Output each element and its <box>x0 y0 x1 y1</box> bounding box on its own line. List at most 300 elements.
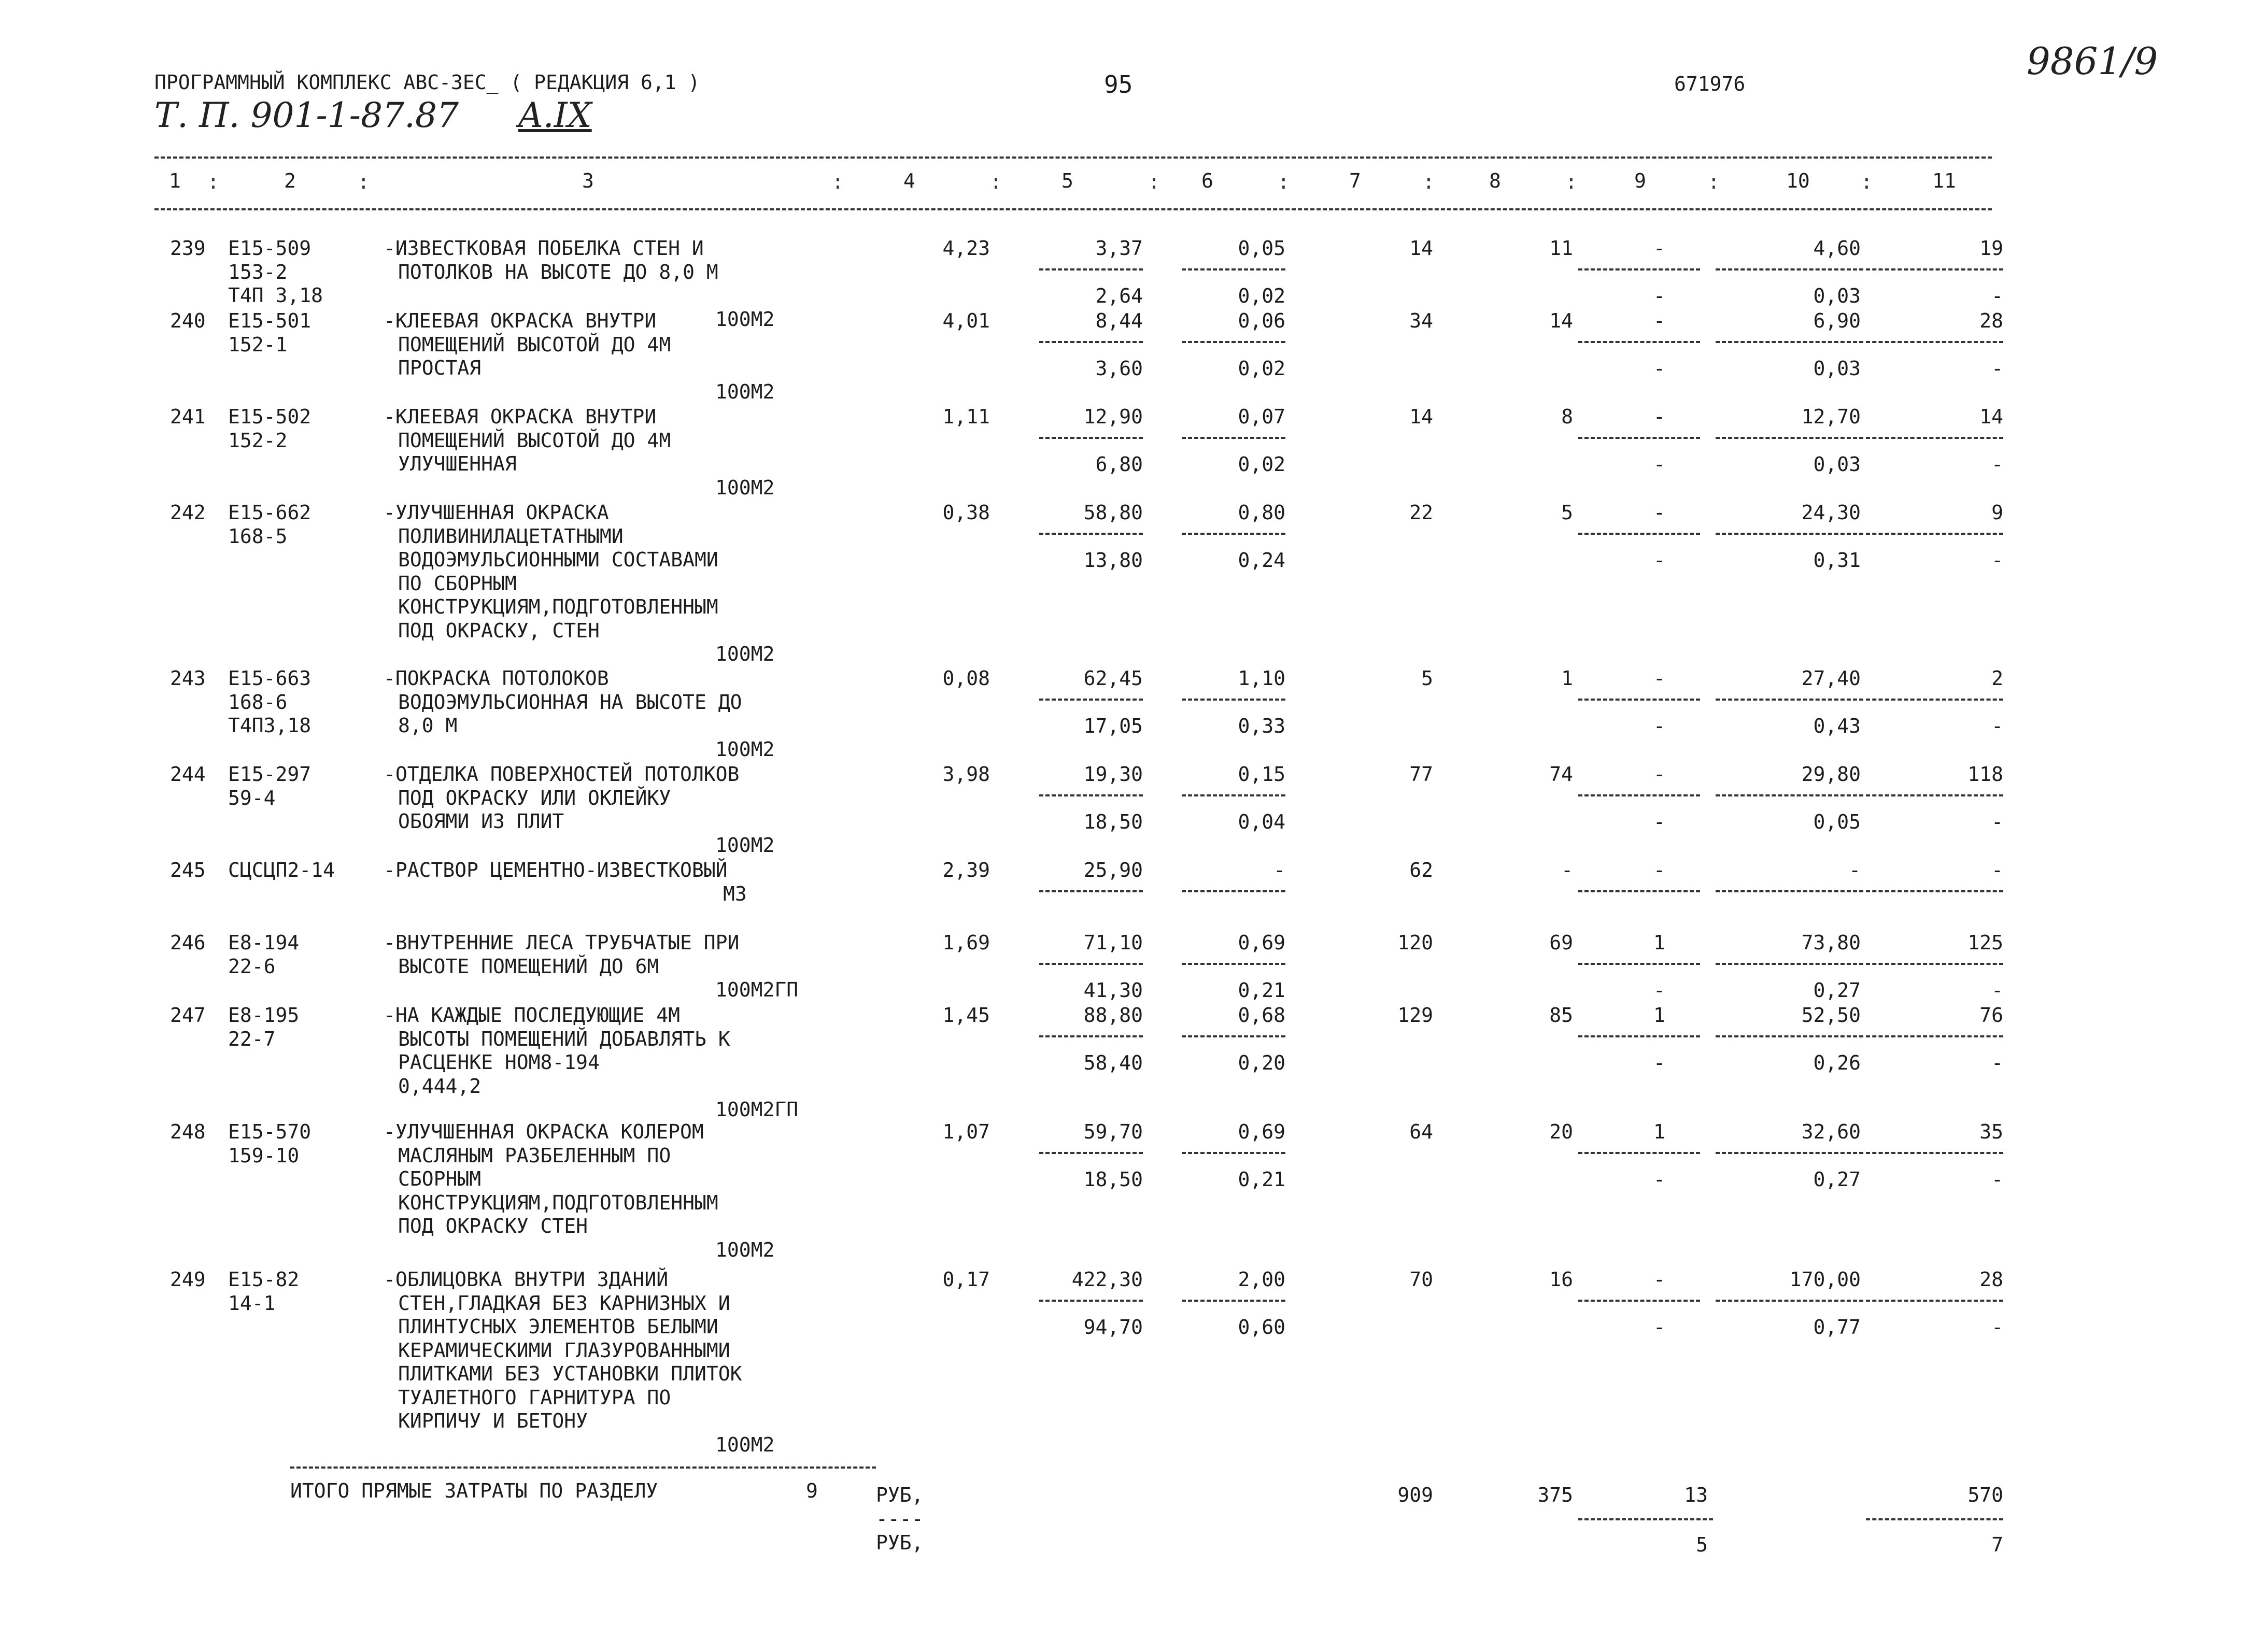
fraction-divider <box>1182 533 1285 535</box>
rate-code: 159-10 <box>228 1144 300 1167</box>
unit-of-measure: 100М2 <box>715 307 775 331</box>
fraction-divider <box>1182 437 1285 439</box>
unit-cost-total: 58,80 <box>1083 501 1143 524</box>
fraction-divider <box>1039 1300 1143 1302</box>
fraction-divider <box>1716 699 1863 701</box>
work-description: СБОРНЫМ <box>398 1167 482 1190</box>
labor-total: 9 <box>1991 501 2003 524</box>
unit-of-measure: 100М2 <box>715 1433 775 1456</box>
unit-cost-machines: 0,69 <box>1238 1120 1285 1143</box>
work-description: ПОТОЛКОВ НА ВЫСОТЕ ДО 8,0 М <box>398 260 718 283</box>
fraction-divider <box>1866 437 2003 439</box>
totals-fraction-divider <box>1866 1518 2003 1520</box>
unit-cost-machine-wages: 0,60 <box>1238 1316 1285 1338</box>
totals-labor: 570 <box>1967 1484 2003 1506</box>
fraction-divider <box>1866 1300 2003 1302</box>
wages-total: 1 <box>1561 667 1573 690</box>
fraction-divider <box>1182 268 1285 270</box>
fraction-divider <box>1039 1035 1143 1037</box>
labor-workers: 32,60 <box>1801 1120 1861 1143</box>
rate-code: Т4П 3,18 <box>228 284 323 307</box>
totals-wages: 375 <box>1537 1484 1573 1506</box>
labor-total-machinists: - <box>1991 1316 2003 1338</box>
labor-workers: 4,60 <box>1813 237 1861 260</box>
fraction-divider <box>1182 1035 1285 1037</box>
unit-of-measure: 100М2 <box>715 643 775 665</box>
work-description: 0,444,2 <box>398 1074 482 1098</box>
unit-cost-total: 71,10 <box>1083 931 1143 954</box>
labor-machinists: 0,31 <box>1813 549 1861 572</box>
labor-workers: 27,40 <box>1801 667 1861 690</box>
unit-cost-machines: 1,10 <box>1238 667 1285 690</box>
machines-cost-wages: - <box>1653 715 1665 737</box>
unit-cost-total: 62,45 <box>1083 667 1143 690</box>
column-separator: : <box>207 170 219 193</box>
unit-cost-wages: 13,80 <box>1083 549 1143 572</box>
work-description: -УЛУЧШЕННАЯ ОКРАСКА КОЛЕРОМ <box>384 1120 704 1143</box>
rate-code: Е8-194 <box>228 931 300 954</box>
project-reference: Т. П. 901-1-87.87 <box>154 95 459 135</box>
column-header-3: 3 <box>582 169 594 192</box>
work-description: -ОТДЕЛКА ПОВЕРХНОСТЕЙ ПОТОЛКОВ <box>384 763 740 786</box>
rate-code: Т4П3,18 <box>228 714 312 737</box>
unit-cost-machines: 0,06 <box>1238 309 1285 332</box>
total-cost: 120 <box>1397 931 1433 954</box>
column-header-11: 11 <box>1932 169 1956 192</box>
fraction-divider <box>1182 1300 1285 1302</box>
header-rule-bottom <box>154 208 1992 210</box>
machines-cost: - <box>1653 763 1665 786</box>
labor-total-machinists: - <box>1991 1168 2003 1191</box>
row-number: 249 <box>170 1268 206 1291</box>
quantity-value: 4,23 <box>942 237 990 260</box>
fraction-divider <box>1182 963 1285 965</box>
unit-cost-total: 59,70 <box>1083 1120 1143 1143</box>
fraction-divider <box>1716 533 1863 535</box>
labor-workers: - <box>1849 859 1861 881</box>
fraction-divider <box>1866 341 2003 343</box>
labor-workers: 24,30 <box>1801 501 1861 524</box>
work-description: ПОД ОКРАСКУ, СТЕН <box>398 619 600 642</box>
quantity-value: 1,69 <box>942 931 990 954</box>
fraction-divider <box>1578 699 1700 701</box>
rate-code: Е15-502 <box>228 405 312 428</box>
unit-cost-wages: 41,30 <box>1083 979 1143 1002</box>
quantity-value: 0,38 <box>942 501 990 524</box>
total-cost: 70 <box>1409 1268 1433 1291</box>
column-header-4: 4 <box>903 169 915 192</box>
unit-cost-wages: 58,40 <box>1083 1051 1143 1074</box>
unit-cost-machines: 2,00 <box>1238 1268 1285 1291</box>
work-description: КЕРАМИЧЕСКИМИ ГЛАЗУРОВАННЫМИ <box>398 1338 730 1362</box>
work-description: МАСЛЯНЫМ РАЗБЕЛЕННЫМ ПО <box>398 1144 671 1167</box>
unit-cost-machine-wages: 0,02 <box>1238 453 1285 476</box>
rate-code: СЦСЦП2-14 <box>228 859 335 881</box>
corner-handwritten-note: 9861/9 <box>2027 39 2158 83</box>
rate-code: Е15-662 <box>228 501 312 524</box>
fraction-divider <box>1866 268 2003 270</box>
program-title: ПРОГРАММНЫЙ КОМПЛЕКС АВС-ЗЕС_ ( РЕДАКЦИЯ 6,1 ) <box>154 71 700 94</box>
machines-cost: - <box>1653 501 1665 524</box>
column-separator: : <box>1148 170 1160 193</box>
column-header-5: 5 <box>1061 169 1073 192</box>
machines-cost-wages: - <box>1653 284 1665 307</box>
column-separator: : <box>1565 170 1577 193</box>
unit-cost-total: 3,37 <box>1095 237 1143 260</box>
totals-currency: РУБ, <box>876 1484 924 1506</box>
fraction-divider <box>1716 794 1863 796</box>
column-header-9: 9 <box>1634 169 1646 192</box>
work-description: ТУАЛЕТНОГО ГАРНИТУРА ПО <box>398 1386 671 1409</box>
column-separator: : <box>358 170 370 193</box>
machines-cost-wages: - <box>1653 810 1665 833</box>
unit-cost-machine-wages: 0,04 <box>1238 810 1285 833</box>
labor-workers: 73,80 <box>1801 931 1861 954</box>
fraction-divider <box>1039 699 1143 701</box>
unit-cost-machines: 0,15 <box>1238 763 1285 786</box>
rate-code: 152-2 <box>228 429 288 452</box>
total-cost: 14 <box>1409 237 1433 260</box>
fraction-divider <box>1039 533 1143 535</box>
totals-total-cost: 909 <box>1397 1484 1433 1506</box>
labor-machinists: 0,03 <box>1813 357 1861 380</box>
labor-machinists: 0,27 <box>1813 1168 1861 1191</box>
work-description: ПЛИТКАМИ БЕЗ УСТАНОВКИ ПЛИТОК <box>398 1362 742 1385</box>
machines-cost-wages: - <box>1653 1051 1665 1074</box>
fraction-divider <box>1866 533 2003 535</box>
wages-total: 5 <box>1561 501 1573 524</box>
fraction-divider <box>1716 1300 1863 1302</box>
machines-cost-wages: - <box>1653 357 1665 380</box>
quantity-value: 0,17 <box>942 1268 990 1291</box>
document-code: 671976 <box>1674 73 1746 95</box>
rate-code: 152-1 <box>228 333 288 356</box>
totals-dash: ---- <box>876 1507 924 1530</box>
fraction-divider <box>1578 794 1700 796</box>
unit-cost-wages: 2,64 <box>1095 284 1143 307</box>
unit-cost-total: 25,90 <box>1083 859 1143 881</box>
work-description: -ПОКРАСКА ПОТОЛОКОВ <box>384 667 609 690</box>
labor-total: 28 <box>1979 1268 2003 1291</box>
unit-cost-total: 12,90 <box>1083 405 1143 428</box>
labor-total: 76 <box>1979 1004 2003 1027</box>
fraction-divider <box>1578 1035 1700 1037</box>
row-number: 241 <box>170 405 206 428</box>
machines-cost: - <box>1653 405 1665 428</box>
fraction-divider <box>1182 1152 1285 1154</box>
labor-total: 2 <box>1991 667 2003 690</box>
work-description: ВОДОЭМУЛЬСИОННЫМИ СОСТАВАМИ <box>398 548 718 571</box>
work-description: ПОД ОКРАСКУ СТЕН <box>398 1215 588 1237</box>
unit-cost-machines: 0,69 <box>1238 931 1285 954</box>
labor-workers: 6,90 <box>1813 309 1861 332</box>
column-separator: : <box>1861 170 1873 193</box>
machines-cost: - <box>1653 237 1665 260</box>
fraction-divider <box>1578 533 1700 535</box>
work-description: -РАСТВОР ЦЕМЕНТНО-ИЗВЕСТКОВЫЙ <box>384 859 728 881</box>
rate-code: 22-6 <box>228 955 276 978</box>
labor-total-machinists: - <box>1991 979 2003 1002</box>
work-description: ПОД ОКРАСКУ ИЛИ ОКЛЕЙКУ <box>398 786 671 809</box>
quantity-value: 0,08 <box>942 667 990 690</box>
work-description: ПО СБОРНЫМ <box>398 572 517 595</box>
unit-cost-wages: 17,05 <box>1083 715 1143 737</box>
work-description: РАСЦЕНКЕ НОМ8-194 <box>398 1051 600 1074</box>
fraction-divider <box>1716 890 1863 892</box>
unit-cost-wages: 6,80 <box>1095 453 1143 476</box>
labor-total: 118 <box>1967 763 2003 786</box>
rate-code: Е15-570 <box>228 1120 312 1143</box>
fraction-divider <box>1866 1035 2003 1037</box>
unit-cost-machines: 0,68 <box>1238 1004 1285 1027</box>
totals-labor-machinists: 7 <box>1991 1533 2003 1556</box>
labor-workers: 52,50 <box>1801 1004 1861 1027</box>
total-cost: 129 <box>1397 1004 1433 1027</box>
unit-of-measure: 100М2ГП <box>715 1098 799 1121</box>
work-description: 8,0 М <box>398 714 458 737</box>
wages-total: - <box>1561 859 1573 881</box>
unit-cost-machine-wages: 0,21 <box>1238 979 1285 1002</box>
unit-of-measure: 100М2ГП <box>715 978 799 1001</box>
unit-cost-machines: - <box>1273 859 1285 881</box>
unit-cost-machines: 0,80 <box>1238 501 1285 524</box>
fraction-divider <box>1716 963 1863 965</box>
total-cost: 34 <box>1409 309 1433 332</box>
fraction-divider <box>1716 268 1863 270</box>
fraction-divider <box>1866 699 2003 701</box>
fraction-divider <box>1182 890 1285 892</box>
totals-fraction-divider <box>1578 1518 1713 1520</box>
column-separator: : <box>1423 170 1435 193</box>
labor-machinists: 0,03 <box>1813 284 1861 307</box>
labor-total-machinists: - <box>1991 549 2003 572</box>
quantity-value: 1,45 <box>942 1004 990 1027</box>
fraction-divider <box>1866 890 2003 892</box>
fraction-divider <box>1578 963 1700 965</box>
machines-cost: - <box>1653 859 1665 881</box>
unit-cost-machines: 0,07 <box>1238 405 1285 428</box>
fraction-divider <box>1866 963 2003 965</box>
column-header-8: 8 <box>1489 169 1501 192</box>
work-description: -ОБЛИЦОВКА ВНУТРИ ЗДАНИЙ <box>384 1268 669 1291</box>
wages-total: 69 <box>1549 931 1573 954</box>
unit-cost-machine-wages: 0,02 <box>1238 284 1285 307</box>
labor-total-machinists: - <box>1991 715 2003 737</box>
work-description: СТЕН,ГЛАДКАЯ БЕЗ КАРНИЗНЫХ И <box>398 1291 730 1315</box>
wages-total: 16 <box>1549 1268 1573 1291</box>
work-description: ПОЛИВИНИЛАЦЕТАТНЫМИ <box>398 524 624 548</box>
unit-cost-machine-wages: 0,20 <box>1238 1051 1285 1074</box>
labor-total-machinists: - <box>1991 810 2003 833</box>
wages-total: 74 <box>1549 763 1573 786</box>
machines-cost-wages: - <box>1653 1168 1665 1191</box>
totals-label: ИТОГО ПРЯМЫЕ ЗАТРАТЫ ПО РАЗДЕЛУ <box>290 1479 658 1502</box>
fraction-divider <box>1578 437 1700 439</box>
total-cost: 62 <box>1409 859 1433 881</box>
wages-total: 11 <box>1549 237 1573 260</box>
rate-code: Е15-501 <box>228 309 312 332</box>
work-description: ПЛИНТУСНЫХ ЭЛЕМЕНТОВ БЕЛЫМИ <box>398 1315 718 1338</box>
unit-cost-wages: 94,70 <box>1083 1316 1143 1338</box>
unit-cost-total: 19,30 <box>1083 763 1143 786</box>
fraction-divider <box>1866 794 2003 796</box>
fraction-divider <box>1578 1152 1700 1154</box>
column-separator: : <box>1708 170 1720 193</box>
work-description: -КЛЕЕВАЯ ОКРАСКА ВНУТРИ <box>384 309 657 332</box>
row-number: 242 <box>170 501 206 524</box>
fraction-divider <box>1039 963 1143 965</box>
labor-machinists: 0,03 <box>1813 453 1861 476</box>
rate-code: 168-5 <box>228 524 288 548</box>
machines-cost: 1 <box>1653 931 1665 954</box>
wages-total: 20 <box>1549 1120 1573 1143</box>
fraction-divider <box>1716 437 1863 439</box>
machines-cost: 1 <box>1653 1120 1665 1143</box>
work-description: -НА КАЖДЫЕ ПОСЛЕДУЮЩИЕ 4М <box>384 1004 680 1027</box>
unit-cost-machine-wages: 0,33 <box>1238 715 1285 737</box>
machines-cost-wages: - <box>1653 979 1665 1002</box>
rate-code: 14-1 <box>228 1291 276 1315</box>
labor-workers: 170,00 <box>1789 1268 1861 1291</box>
fraction-divider <box>1039 268 1143 270</box>
labor-workers: 12,70 <box>1801 405 1861 428</box>
wages-total: 8 <box>1561 405 1573 428</box>
wages-total: 85 <box>1549 1004 1573 1027</box>
rate-code: Е15-509 <box>228 237 312 260</box>
work-description: ВЫСОТЫ ПОМЕЩЕНИЙ ДОБАВЛЯТЬ К <box>398 1027 730 1050</box>
labor-total-machinists: - <box>1991 1051 2003 1074</box>
fraction-divider <box>1039 1152 1143 1154</box>
unit-of-measure: 100М2 <box>715 380 775 403</box>
unit-of-measure: 100М2 <box>715 476 775 499</box>
total-cost: 77 <box>1409 763 1433 786</box>
unit-cost-total: 8,44 <box>1095 309 1143 332</box>
rate-code: 59-4 <box>228 786 276 809</box>
quantity-value: 3,98 <box>942 763 990 786</box>
column-separator: : <box>1278 170 1290 193</box>
work-description: ВЫСОТЕ ПОМЕЩЕНИЙ ДО 6М <box>398 955 659 978</box>
totals-currency-second: РУБ, <box>876 1531 924 1554</box>
machines-cost: 1 <box>1653 1004 1665 1027</box>
labor-total: - <box>1991 859 2003 881</box>
work-description: -ИЗВЕСТКОВАЯ ПОБЕЛКА СТЕН И <box>384 237 704 260</box>
row-number: 244 <box>170 763 206 786</box>
total-cost: 14 <box>1409 405 1433 428</box>
rate-code: 153-2 <box>228 260 288 283</box>
column-separator: : <box>832 170 844 193</box>
wages-total: 14 <box>1549 309 1573 332</box>
labor-machinists: 0,05 <box>1813 810 1861 833</box>
column-header-7: 7 <box>1349 169 1361 192</box>
row-number: 239 <box>170 237 206 260</box>
labor-total-machinists: - <box>1991 357 2003 380</box>
work-description: КОНСТРУКЦИЯМ,ПОДГОТОВЛЕННЫМ <box>398 595 718 618</box>
fraction-divider <box>1039 890 1143 892</box>
fraction-divider <box>1578 341 1700 343</box>
labor-machinists: 0,43 <box>1813 715 1861 737</box>
fraction-divider <box>1716 1152 1863 1154</box>
rate-code: Е15-297 <box>228 763 312 786</box>
work-description: КОНСТРУКЦИЯМ,ПОДГОТОВЛЕННЫМ <box>398 1191 718 1214</box>
unit-of-measure: 100М2 <box>715 1238 775 1261</box>
unit-cost-machine-wages: 0,02 <box>1238 357 1285 380</box>
machines-cost: - <box>1653 309 1665 332</box>
rate-code: 168-6 <box>228 690 288 714</box>
fraction-divider <box>1182 794 1285 796</box>
total-cost: 5 <box>1421 667 1433 690</box>
column-header-6: 6 <box>1201 169 1213 192</box>
labor-machinists: 0,26 <box>1813 1051 1861 1074</box>
fraction-divider <box>1578 1300 1700 1302</box>
work-description: ПОМЕЩЕНИЙ ВЫСОТОЙ ДО 4М <box>398 429 671 452</box>
machines-cost-wages: - <box>1653 1316 1665 1338</box>
quantity-value: 1,07 <box>942 1120 990 1143</box>
labor-total-machinists: - <box>1991 453 2003 476</box>
unit-cost-machine-wages: 0,21 <box>1238 1168 1285 1191</box>
work-description: КИРПИЧУ И БЕТОНУ <box>398 1409 588 1432</box>
work-description: -КЛЕЕВАЯ ОКРАСКА ВНУТРИ <box>384 405 657 428</box>
fraction-divider <box>1039 437 1143 439</box>
totals-machines-wages: 5 <box>1696 1533 1708 1556</box>
total-cost: 22 <box>1409 501 1433 524</box>
album-reference: A.IX <box>518 95 592 135</box>
rate-code: 22-7 <box>228 1027 276 1050</box>
unit-of-measure: М3 <box>723 882 747 905</box>
total-cost: 64 <box>1409 1120 1433 1143</box>
unit-of-measure: 100М2 <box>715 737 775 761</box>
quantity-value: 1,11 <box>942 405 990 428</box>
work-description: -УЛУЧШЕННАЯ ОКРАСКА <box>384 501 609 524</box>
labor-total: 28 <box>1979 309 2003 332</box>
row-number: 245 <box>170 859 206 881</box>
machines-cost: - <box>1653 667 1665 690</box>
labor-total: 125 <box>1967 931 2003 954</box>
unit-cost-wages: 18,50 <box>1083 810 1143 833</box>
labor-total: 35 <box>1979 1120 2003 1143</box>
fraction-divider <box>1866 1152 2003 1154</box>
labor-total: 14 <box>1979 405 2003 428</box>
fraction-divider <box>1182 341 1285 343</box>
work-description: ВОДОЭМУЛЬСИОННАЯ НА ВЫСОТЕ ДО <box>398 690 742 714</box>
unit-cost-machine-wages: 0,24 <box>1238 549 1285 572</box>
unit-cost-total: 422,30 <box>1071 1268 1143 1291</box>
fraction-divider <box>1039 341 1143 343</box>
labor-workers: 29,80 <box>1801 763 1861 786</box>
totals-section-number: 9 <box>806 1479 818 1502</box>
work-description: -ВНУТРЕННИЕ ЛЕСА ТРУБЧАТЫЕ ПРИ <box>384 931 740 954</box>
row-number: 248 <box>170 1120 206 1143</box>
column-separator: : <box>990 170 1002 193</box>
labor-total: 19 <box>1979 237 2003 260</box>
row-number: 246 <box>170 931 206 954</box>
totals-machines: 13 <box>1684 1484 1708 1506</box>
page-number: 95 <box>1104 70 1133 98</box>
fraction-divider <box>1716 341 1863 343</box>
machines-cost: - <box>1653 1268 1665 1291</box>
unit-cost-wages: 18,50 <box>1083 1168 1143 1191</box>
labor-machinists: 0,77 <box>1813 1316 1861 1338</box>
quantity-value: 2,39 <box>942 859 990 881</box>
header-rule-top <box>154 156 1992 159</box>
work-description: ПРОСТАЯ <box>398 357 482 379</box>
work-description: УЛУЧШЕННАЯ <box>398 452 517 475</box>
machines-cost-wages: - <box>1653 453 1665 476</box>
rate-code: Е15-663 <box>228 667 312 690</box>
machines-cost-wages: - <box>1653 549 1665 572</box>
work-description: ПОМЕЩЕНИЙ ВЫСОТОЙ ДО 4М <box>398 333 671 356</box>
column-header-2: 2 <box>284 169 296 192</box>
rate-code: Е8-195 <box>228 1004 300 1027</box>
